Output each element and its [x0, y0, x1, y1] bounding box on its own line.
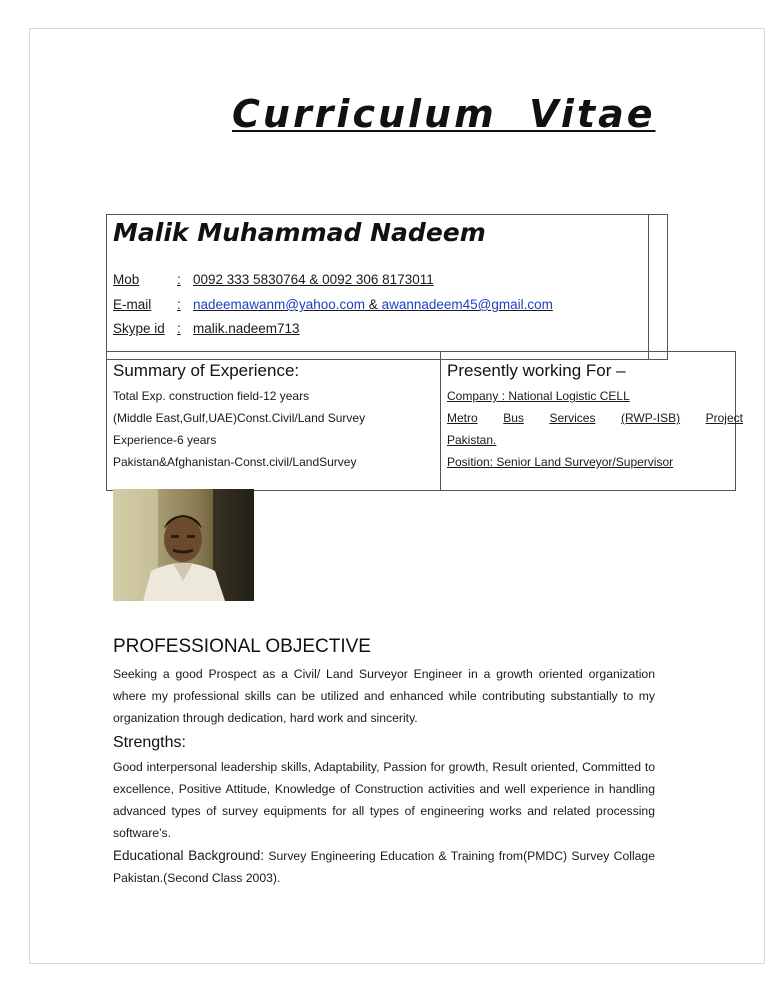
candidate-name: Malik Muhammad Nadeem	[113, 218, 486, 247]
email-colon: :	[177, 297, 181, 312]
document-title: Curriculum Vitae	[232, 92, 656, 136]
mobile-value: 0092 333 5830764 & 0092 306 8173011	[193, 272, 434, 287]
skype-colon: :	[177, 321, 181, 336]
education-paragraph: Survey Engineering Education & Training from(PMDC) Survey Collage Pakistan.(Second Class 2003).	[113, 849, 655, 885]
present-country: Pakistan.	[447, 433, 497, 447]
present-project	[447, 411, 743, 425]
project-word: (RWP-ISB)	[620, 411, 681, 425]
email-link-yahoo[interactable]: nadeemawanm@yahoo.com	[193, 297, 366, 312]
summary-heading: Summary of Experience:	[113, 361, 300, 380]
strengths-heading: Strengths:	[113, 734, 186, 751]
education-label: Educational Background:	[113, 848, 265, 863]
project-word: Project	[705, 411, 743, 425]
education-text	[113, 845, 655, 889]
profile-photo-image	[113, 489, 254, 601]
present-company: Company : National Logistic CELL	[447, 389, 630, 403]
summary-line: (Middle East,Gulf,UAE)Const.Civil/Land Survey	[113, 411, 366, 425]
email-separator: &	[365, 297, 382, 312]
profile-photo	[113, 489, 254, 601]
strengths-text	[113, 756, 655, 844]
project-word: Services	[549, 411, 596, 425]
strengths-paragraph: Good interpersonal leadership skills, Adaptability, Passion for growth, Result oriented, Committed to excellence, Positive Attitude, Knowledge of Construction activities and well experience in handling advanced types of survey equipments for all types of engineering works and related processing software’s.	[113, 760, 655, 840]
skype-value: malik.nadeem713	[193, 321, 300, 336]
summary-line: Total Exp. construction field-12 years	[113, 389, 310, 403]
email-values	[193, 297, 553, 312]
summary-line: Experience-6 years	[113, 433, 217, 447]
project-word: Bus	[503, 411, 524, 425]
present-heading: Presently working For –	[447, 361, 626, 380]
objective-paragraph: Seeking a good Prospect as a Civil/ Land Surveyor Engineer in a growth oriented organization where my professional skills can be utilized and enhanced while contributing substantially to my organization through dedication, hard work and sincerity.	[113, 667, 655, 725]
mobile-colon: :	[177, 272, 181, 287]
email-label: E-mail	[113, 297, 152, 312]
summary-line: Pakistan&Afghanistan-Const.civil/LandSurvey	[113, 455, 357, 469]
email-link-gmail[interactable]: awannadeem45@gmail.com	[381, 297, 553, 312]
skype-label: Skype id	[113, 321, 165, 336]
contact-box-divider	[648, 214, 649, 360]
experience-box-divider	[440, 351, 441, 491]
mobile-label: Mob	[113, 272, 140, 287]
objective-heading: PROFESSIONAL OBJECTIVE	[113, 636, 371, 657]
objective-text	[113, 663, 655, 729]
project-word: Metro	[447, 411, 478, 425]
present-position: Position: Senior Land Surveyor/Supervisor	[447, 455, 674, 469]
